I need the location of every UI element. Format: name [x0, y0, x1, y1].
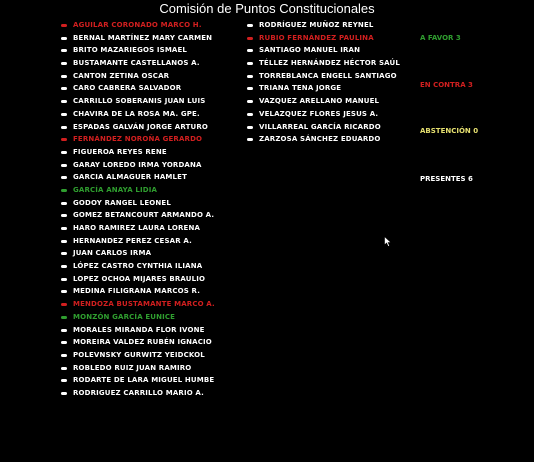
member-row: [61, 336, 236, 349]
status-dot-icon: [61, 202, 67, 205]
status-dot-icon: [61, 24, 67, 27]
member-name: LOPEZ OCHOA MIJARES BRAULIO: [73, 274, 206, 283]
member-row: [247, 44, 412, 57]
status-dot-icon: [247, 75, 253, 78]
member-name: BRITO MAZARIEGOS ISMAEL: [73, 46, 188, 55]
member-list-left: [61, 19, 236, 400]
member-row: [61, 260, 236, 273]
status-dot-icon: [61, 290, 67, 293]
member-row: [247, 121, 412, 134]
status-dot-icon: [247, 62, 253, 65]
member-row: [61, 171, 236, 184]
member-row: [61, 285, 236, 298]
status-dot-icon: [61, 49, 67, 52]
status-dot-icon: [61, 278, 67, 281]
status-dot-icon: [61, 37, 67, 40]
status-dot-icon: [61, 329, 67, 332]
member-name: RODRIGUEZ CARRILLO MARIO A.: [73, 388, 204, 397]
member-row: [61, 387, 236, 400]
member-name: TORREBLANCA ENGELL SANTIAGO: [259, 71, 397, 80]
member-name: HARO RAMIREZ LAURA LORENA: [73, 224, 201, 232]
member-row: [61, 95, 236, 108]
member-name: POLEVNSKY GURWITZ YEIDCKOL: [73, 350, 205, 359]
tally-abstencion: ABSTENCIÓN 0: [420, 127, 479, 135]
member-row: [247, 133, 412, 146]
member-row: [247, 57, 412, 70]
status-dot-icon: [61, 341, 67, 344]
status-dot-icon: [61, 100, 67, 103]
status-dot-icon: [61, 252, 67, 255]
status-dot-icon: [61, 214, 67, 217]
member-row: [61, 235, 236, 248]
status-dot-icon: [61, 176, 67, 179]
member-row: [61, 273, 236, 286]
member-row: [61, 44, 236, 57]
status-dot-icon: [247, 37, 253, 40]
member-name: CARRILLO SOBERANIS JUAN LUIS: [73, 97, 206, 106]
member-name: LÓPEZ CASTRO CYNTHIA ILIANA: [73, 262, 203, 271]
member-name: TRIANA TENA JORGE: [259, 84, 342, 93]
status-dot-icon: [247, 138, 253, 141]
member-row: [61, 159, 236, 172]
member-row: [61, 70, 236, 83]
member-name: VILLARREAL GARCÍA RICARDO: [259, 122, 381, 131]
member-name: CARO CABRERA SALVADOR: [73, 84, 182, 93]
member-row: [61, 374, 236, 387]
status-dot-icon: [61, 62, 67, 65]
status-dot-icon: [61, 87, 67, 90]
mouse-pointer-icon: [384, 236, 392, 247]
member-row: [247, 19, 412, 32]
member-name: MENDOZA BUSTAMANTE MARCO A.: [73, 300, 215, 309]
member-row: [247, 95, 412, 108]
member-name: MONZÓN GARCÍA EUNICE: [73, 312, 176, 321]
status-dot-icon: [61, 303, 67, 306]
member-name: GARAY LOREDO IRMA YORDANA: [73, 160, 202, 169]
member-row: [61, 247, 236, 260]
status-dot-icon: [61, 379, 67, 382]
member-row: [61, 184, 236, 197]
page-title: Comisión de Puntos Constitucionales: [159, 1, 375, 16]
member-row: [247, 32, 412, 45]
status-dot-icon: [247, 100, 253, 103]
status-dot-icon: [61, 75, 67, 78]
member-row: [247, 108, 412, 121]
tally-favor: A FAVOR 3: [420, 34, 461, 42]
tally-presentes: PRESENTES 6: [420, 175, 473, 183]
member-name: JUAN CARLOS IRMA: [73, 249, 152, 258]
member-name: MEDINA FILIGRANA MARCOS R.: [73, 287, 201, 296]
member-name: GODOY RANGEL LEONEL: [73, 198, 171, 207]
member-row: [61, 311, 236, 324]
member-row: [61, 121, 236, 134]
member-row: [61, 324, 236, 337]
member-name: RODRÍGUEZ MUÑOZ REYNEL: [259, 21, 374, 29]
tally-contra: EN CONTRA 3: [420, 81, 473, 89]
member-row: [61, 222, 236, 235]
status-dot-icon: [61, 113, 67, 116]
member-name: MORALES MIRANDA FLOR IVONE: [73, 325, 205, 334]
member-name: CANTON ZETINA OSCAR: [73, 71, 170, 80]
status-dot-icon: [61, 126, 67, 129]
status-dot-icon: [61, 316, 67, 319]
member-row: [61, 108, 236, 121]
status-dot-icon: [247, 87, 253, 90]
member-name: FERNÁNDEZ NOROÑA GERARDO: [73, 135, 203, 144]
member-row: [61, 146, 236, 159]
member-name: GARCÍA ANAYA LIDIA: [73, 185, 158, 194]
status-dot-icon: [61, 227, 67, 230]
member-row: [61, 349, 236, 362]
member-name: BERNAL MARTÍNEZ MARY CARMEN: [73, 33, 213, 42]
status-dot-icon: [61, 138, 67, 141]
status-dot-icon: [247, 49, 253, 52]
member-name: SANTIAGO MANUEL IRAN: [259, 46, 361, 55]
member-name: ESPADAS GALVÁN JORGE ARTURO: [73, 122, 209, 131]
member-name: CHAVIRA DE LA ROSA MA. GPE.: [73, 109, 200, 118]
member-name: TÉLLEZ HERNÁNDEZ HÉCTOR SAÚL: [259, 59, 400, 68]
member-name: RUBIO FERNÁNDEZ PAULINA: [259, 33, 374, 42]
member-row: [61, 32, 236, 45]
member-name: HERNANDEZ PEREZ CESAR A.: [73, 236, 192, 245]
member-row: [61, 209, 236, 222]
status-dot-icon: [61, 189, 67, 192]
status-dot-icon: [61, 367, 67, 370]
member-name: FIGUEROA REYES RENE: [73, 147, 167, 156]
member-row: [61, 57, 236, 70]
member-name: AGUILAR CORONADO MARCO H.: [73, 21, 202, 29]
member-row: [61, 19, 236, 32]
status-dot-icon: [61, 392, 67, 395]
status-dot-icon: [247, 113, 253, 116]
member-row: [61, 197, 236, 210]
status-dot-icon: [61, 151, 67, 154]
status-dot-icon: [61, 164, 67, 167]
member-row: [247, 82, 412, 95]
status-dot-icon: [61, 240, 67, 243]
member-name: ZARZOSA SÁNCHEZ EDUARDO: [259, 135, 381, 144]
member-row: [61, 298, 236, 311]
member-name: MOREIRA VALDEZ RUBÉN IGNACIO: [73, 338, 212, 347]
status-dot-icon: [247, 24, 253, 27]
status-dot-icon: [247, 126, 253, 129]
member-name: BUSTAMANTE CASTELLANOS A.: [73, 59, 200, 68]
status-dot-icon: [61, 354, 67, 357]
member-name: VAZQUEZ ARELLANO MANUEL: [259, 97, 380, 106]
status-dot-icon: [61, 265, 67, 268]
member-list-right: [247, 19, 412, 146]
member-row: [61, 133, 236, 146]
member-name: ROBLEDO RUIZ JUAN RAMIRO: [73, 363, 192, 372]
member-row: [61, 82, 236, 95]
member-name: GARCIA ALMAGUER HAMLET: [73, 173, 188, 182]
member-row: [61, 362, 236, 375]
member-row: [247, 70, 412, 83]
member-name: GOMEZ BETANCOURT ARMANDO A.: [73, 211, 215, 220]
member-name: RODARTE DE LARA MIGUEL HUMBE: [73, 376, 215, 385]
member-name: VELAZQUEZ FLORES JESUS A.: [259, 109, 379, 118]
